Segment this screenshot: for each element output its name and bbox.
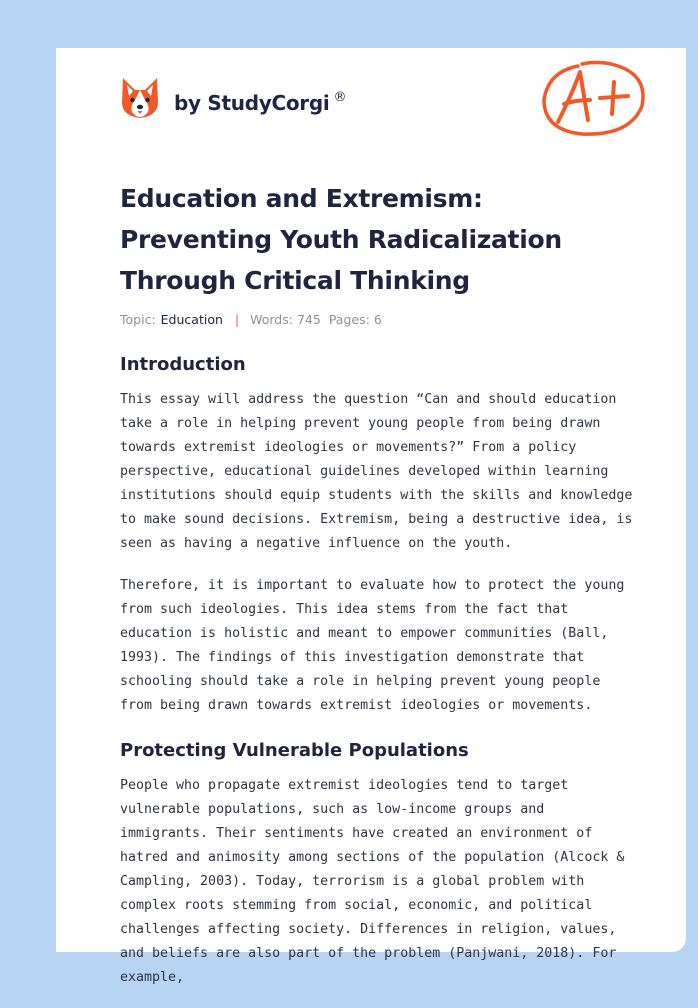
document-meta — [120, 312, 382, 327]
document-page — [56, 48, 686, 985]
paragraph: People who propagate extremist ideologies tend to target vulnerable populations, such as low-income groups and immigrants. Their sentiments have created an environment of hatred and animosity among sections of the population (Alcock & Campling, 2003). Today, terrorism is a global problem with complex roots stemming from social, economic, and political challenges affecting society. Differences in religion, values, and beliefs are also part of the problem (Panjwani, 2018). For example, — [120, 778, 625, 985]
paragraph: Therefore, it is important to evaluate how to protect the young from such ideologies. This idea stems from the fact that education is holistic and meant to empower communities (Ball, 1993). The findings of this investigation demonstrate that schooling should take a role in helping prevent young people from being drawn towards extremist ideologies or movements. — [120, 578, 625, 713]
section-heading: Protecting Vulnerable Populations — [120, 740, 469, 761]
paragraph: This essay will address the question “Can and should education take a role in helping prevent young people from being drawn towards extremist ideologies or movements?” From a policy perspective, educational guidelines developed within learning institutions should equip students with the skills and knowledge to make sound decisions. Extremism, being a destructive idea, is seen as having a negative influence on the youth. — [120, 392, 633, 551]
corgi-head-icon — [120, 76, 160, 120]
words-label: Words: — [250, 312, 293, 327]
topic-label: Topic: — [120, 312, 156, 327]
brand-name-text: by StudyCorgi — [174, 91, 330, 115]
meta-separator: | — [234, 312, 240, 327]
section-heading: Introduction — [120, 354, 246, 375]
brand-logo[interactable] — [120, 76, 346, 120]
registered-mark: ® — [333, 90, 347, 105]
essay-body — [120, 350, 640, 1008]
words-value: 745 — [296, 312, 321, 327]
brand-name — [174, 91, 346, 115]
a-plus-grade-icon — [538, 58, 648, 140]
document-title: Education and Extremism: Preventing Youth Radicalization Through Critical Thinking — [120, 184, 562, 295]
topic-link[interactable]: Education — [160, 312, 223, 327]
pages-label: Pages: — [328, 312, 370, 327]
pages-value: 6 — [373, 312, 382, 327]
